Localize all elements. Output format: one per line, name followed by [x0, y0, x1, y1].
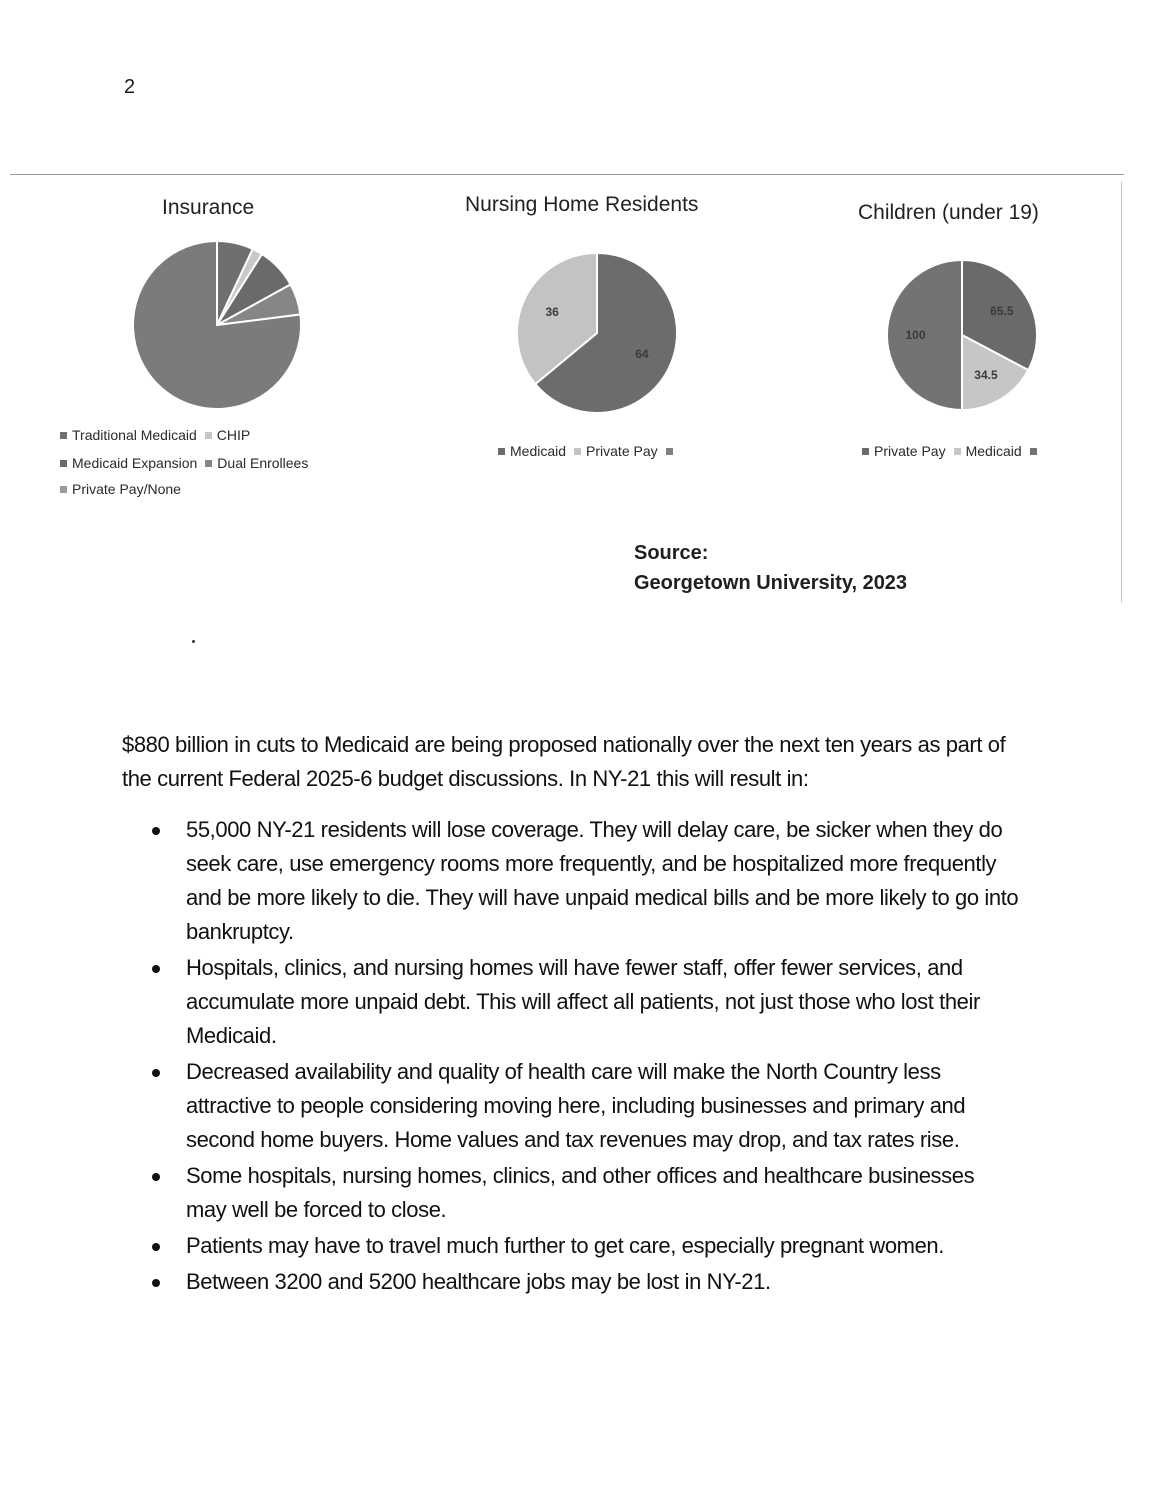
- legend-label: Private Pay/None: [72, 481, 181, 497]
- legend-label: CHIP: [216, 427, 251, 443]
- bullet-icon: [152, 965, 160, 973]
- intro-paragraph: $880 billion in cuts to Medicaid are being proposed nationally over the next ten years as part of the current Federal 2025-6 budget discussions. In NY-21 this will result in:: [122, 732, 1006, 791]
- legend-swatch: [954, 448, 961, 455]
- legend-item-medicaid-expansion: [60, 455, 197, 471]
- legend-item-medicaid: [498, 443, 566, 459]
- bullet-icon: [152, 1279, 160, 1287]
- pie-data-label: 64: [635, 347, 649, 362]
- impact-bullet-list: [150, 813, 1020, 1301]
- list-item: [150, 951, 1020, 1053]
- bullet-text: 55,000 NY-21 residents will lose coverage. They will delay care, be sicker when they do seek care, use emergency rooms more frequently, and be hospitalized more frequently and be more likely to die. They will have unpaid medical bills and be more likely to go into bankruptcy.: [186, 817, 1019, 944]
- children-legend: [862, 443, 1050, 459]
- bullet-text: Between 3200 and 5200 healthcare jobs may be lost in NY-21.: [186, 1269, 771, 1294]
- legend-item-dual-enrollees: [205, 455, 308, 471]
- bullet-icon: [152, 1173, 160, 1181]
- insurance-legend-row-1: [60, 427, 258, 443]
- legend-item-private-pay-none: [60, 481, 181, 497]
- bullet-icon: [152, 1243, 160, 1251]
- legend-swatch: [60, 460, 67, 467]
- list-item: [150, 1055, 1020, 1157]
- legend-swatch: [205, 432, 212, 439]
- legend-swatch: [60, 432, 67, 439]
- legend-label: Medicaid: [510, 443, 567, 459]
- legend-item-private-pay: [574, 443, 658, 459]
- bullet-text: Patients may have to travel much further to get care, especially pregnant women.: [186, 1233, 944, 1258]
- bullet-text: Some hospitals, nursing homes, clinics, and other offices and healthcare businesses may well be forced to close.: [186, 1163, 975, 1222]
- legend-item-unlabeled: [666, 448, 678, 455]
- legend-swatch: [498, 448, 505, 455]
- pie-data-label: 65.5: [990, 304, 1014, 319]
- legend-label: Traditional Medicaid: [72, 427, 197, 443]
- pie-data-label: 34.5: [974, 367, 998, 382]
- pie-data-label: 36: [545, 304, 559, 319]
- legend-item-private-pay: [862, 443, 946, 459]
- bullet-icon: [152, 1069, 160, 1077]
- legend-swatch: [1030, 448, 1037, 455]
- legend-label: Private Pay: [586, 443, 658, 459]
- source-label: Source:: [634, 542, 709, 564]
- bullet-text: Decreased availability and quality of health care will make the North Country less attractive to people considering moving here, including businesses and primary and second home buyers. Home values and tax revenues may drop, and tax rates rise.: [186, 1059, 966, 1152]
- nursing-home-chart-title: Nursing Home Residents: [465, 193, 699, 216]
- legend-item-unlabeled: [1030, 448, 1042, 455]
- list-item: [150, 1229, 1020, 1263]
- bullet-icon: [152, 827, 160, 835]
- legend-swatch: [666, 448, 673, 455]
- insurance-legend-row-3: [60, 481, 189, 497]
- bullet-text: Hospitals, clinics, and nursing homes will have fewer staff, offer fewer services, and accumulate more unpaid debt. This will affect all patients, not just those who lost their Medicaid.: [186, 955, 980, 1048]
- insurance-chart-title: Insurance: [162, 196, 255, 219]
- nursing-home-pie-chart: [516, 252, 678, 414]
- legend-label: Dual Enrollees: [217, 455, 309, 471]
- legend-label: Private Pay: [874, 443, 946, 459]
- nursing-home-legend: [498, 443, 686, 459]
- legend-item-chip: [205, 427, 250, 443]
- insurance-legend-row-2: [60, 455, 316, 471]
- source-text: Georgetown University, 2023: [634, 572, 908, 594]
- pie-data-label: 100: [905, 328, 926, 342]
- legend-item-medicaid: [954, 443, 1022, 459]
- list-item: [150, 1159, 1020, 1227]
- children-chart-title: Children (under 19): [858, 201, 1039, 224]
- insurance-pie-chart: [132, 240, 302, 410]
- children-pie-chart: [886, 259, 1038, 411]
- legend-swatch: [862, 448, 869, 455]
- chart-area-right-border: [1121, 182, 1122, 602]
- legend-swatch: [60, 486, 67, 493]
- stray-mark: [192, 640, 195, 643]
- legend-item-traditional-medicaid: [60, 427, 197, 443]
- list-item: [150, 1265, 1020, 1299]
- legend-label: Medicaid: [965, 443, 1022, 459]
- list-item: [150, 813, 1020, 949]
- legend-swatch: [574, 448, 581, 455]
- chart-area-top-border: [10, 174, 1124, 175]
- legend-label: Medicaid Expansion: [72, 455, 198, 471]
- page-number: 2: [124, 76, 136, 98]
- source-citation: [634, 538, 907, 598]
- legend-swatch: [205, 460, 212, 467]
